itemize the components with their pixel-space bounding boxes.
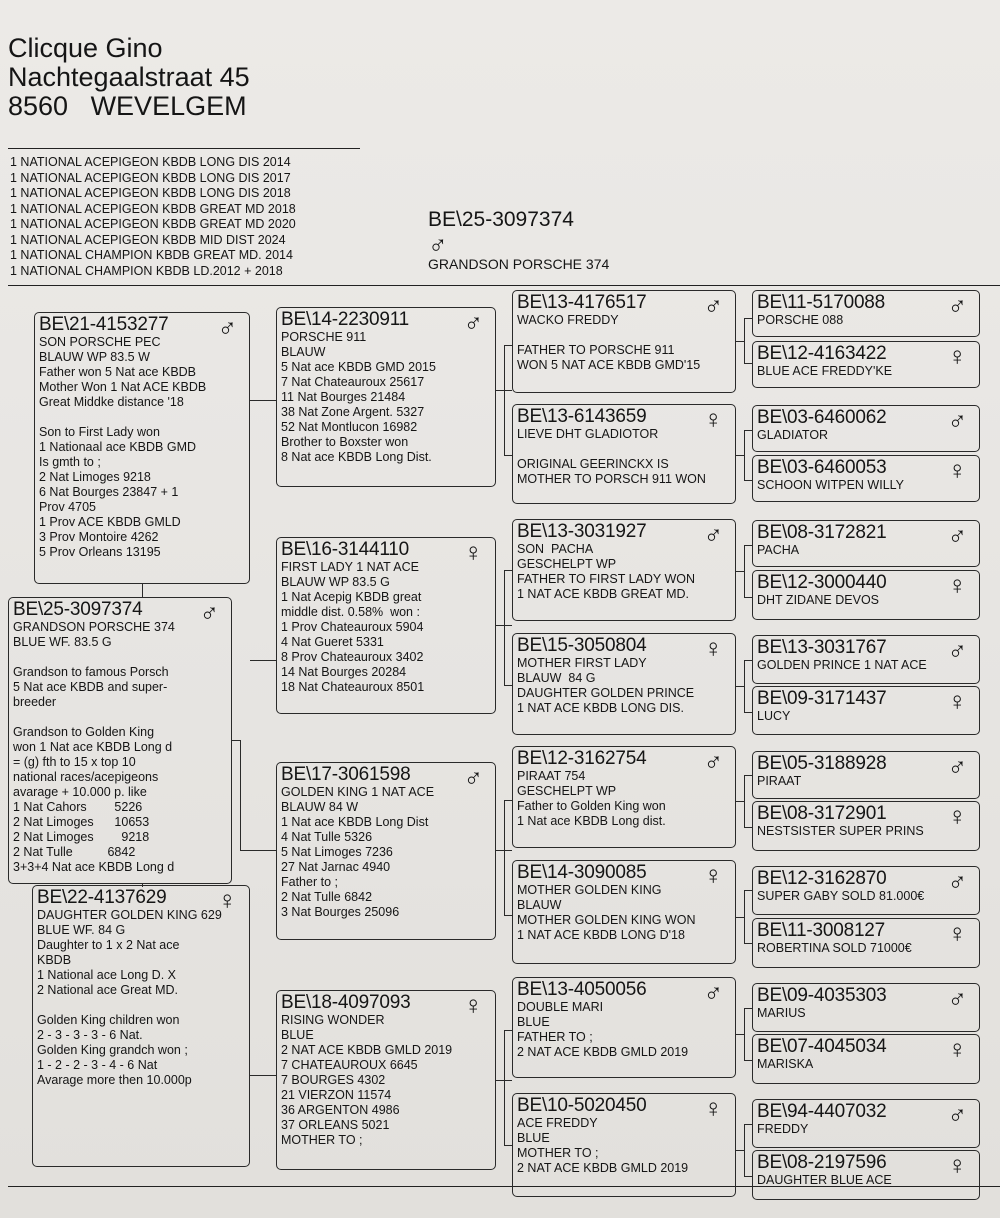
pigeon-card-sire (34, 312, 250, 584)
male-symbol-icon: ♂ (703, 519, 723, 549)
ring-number: BE\08-2197596 (757, 1152, 887, 1173)
male-symbol-icon: ♂ (428, 229, 448, 259)
pigeon-detail-line: 1 Prov Chateauroux 5904 (281, 620, 424, 634)
pigeon-detail-line: 7 BOURGES 4302 (281, 1073, 386, 1087)
owner-name: Clicque Gino (8, 33, 163, 63)
pedigree-connector (744, 660, 745, 712)
pigeon-card-sdd (512, 633, 736, 735)
pigeon-detail-line: MARIUS (757, 1006, 806, 1020)
pigeon-detail-line: Father won 5 Nat ace KBDB (39, 365, 197, 379)
pigeon-detail-line: DAUGHTER BLUE ACE (757, 1173, 892, 1187)
pigeon-detail-line: SCHOON WITPEN WILLY (757, 478, 905, 492)
female-symbol-icon: ♀ (947, 455, 967, 485)
ring-number: BE\03-6460053 (757, 457, 887, 478)
female-symbol-icon: ♀ (947, 341, 967, 371)
pigeon-detail-line: 1 NAT ACE KBDB GREAT MD. (517, 587, 690, 601)
pedigree-connector (504, 1030, 505, 1145)
pigeon-detail-line: GESCHELPT WP (517, 784, 617, 798)
pigeon-detail-line: FIRST LADY 1 NAT ACE (281, 560, 420, 574)
divider-top (8, 148, 360, 149)
pigeon-detail-line: 4 Nat Gueret 5331 (281, 635, 384, 649)
pigeon-detail-line: 37 ORLEANS 5021 (281, 1118, 390, 1132)
pigeon-card-dsd (512, 860, 736, 964)
pigeon-detail-line: PACHA (757, 543, 800, 557)
pigeon-detail-line: NESTSISTER SUPER PRINS (757, 824, 924, 838)
pedigree-connector (736, 686, 744, 687)
female-symbol-icon: ♀ (703, 860, 723, 890)
pigeon-card-g10 (752, 801, 980, 851)
pigeon-card-g8 (752, 686, 980, 735)
pedigree-connector (504, 570, 512, 571)
pigeon-detail-line: BLUE WF. 83.5 G (13, 635, 112, 649)
female-symbol-icon: ♀ (947, 1034, 967, 1064)
ring-number: BE\18-4097093 (281, 992, 411, 1013)
pedigree-connector (744, 1060, 752, 1061)
pedigree-connector (744, 318, 745, 363)
pigeon-detail-line: MOTHER TO ; (517, 1146, 599, 1160)
pedigree-connector (504, 345, 512, 346)
pigeon-detail-line: Brother to Boxster won (281, 435, 409, 449)
ring-number: BE\11-5170088 (757, 292, 886, 313)
pigeon-detail-line: LIEVE DHT GLADIOTOR (517, 427, 659, 441)
pigeon-detail-line: 2 Nat Limoges 10653 (13, 815, 150, 829)
pigeon-detail-line: GOLDEN PRINCE 1 NAT ACE (757, 658, 927, 672)
pigeon-detail-line: 1 NAT ACE KBDB LONG DIS. (517, 701, 684, 715)
pigeon-detail-line: 36 ARGENTON 4986 (281, 1103, 400, 1117)
pigeon-detail-line: 2 National ace Great MD. (37, 983, 179, 997)
ring-number: BE\17-3061598 (281, 764, 411, 785)
pigeon-detail-line: DAUGHTER GOLDEN KING 629 (37, 908, 222, 922)
pigeon-detail-line (517, 328, 731, 343)
male-symbol-icon: ♂ (947, 866, 967, 896)
ring-number: BE\15-3050804 (517, 635, 647, 656)
ring-number: BE\12-4163422 (757, 343, 887, 364)
owner-city: 8560 WEVELGEM (8, 91, 247, 121)
male-symbol-icon: ♂ (703, 290, 723, 320)
ring-number: BE\13-4050056 (517, 979, 647, 1000)
pigeon-detail-line: Great Middke distance '18 (39, 395, 184, 409)
pedigree-connector (736, 571, 744, 572)
pedigree-connector (504, 1145, 512, 1146)
pedigree-connector (744, 1124, 752, 1125)
male-symbol-icon: ♂ (703, 746, 723, 776)
pedigree-connector (744, 1008, 752, 1009)
pedigree-connector (736, 1034, 744, 1035)
pigeon-card-dds (512, 977, 736, 1078)
pigeon-detail-line: KBDB (37, 953, 72, 967)
pedigree-connector (504, 915, 512, 916)
pigeon-detail-line: ACE FREDDY (517, 1116, 598, 1130)
pigeon-detail-line: DHT ZIDANE DEVOS (757, 593, 880, 607)
pigeon-detail-line: Father to ; (281, 875, 338, 889)
pigeon-detail-line: Avarage more then 10.000p (37, 1073, 192, 1087)
pigeon-detail-line: Mother Won 1 Nat ACE KBDB (39, 380, 207, 394)
pigeon-detail-line: BLAUW WP 83.5 W (39, 350, 150, 364)
pigeon-card-sds (512, 519, 736, 621)
pigeon-detail-line: LUCY (757, 709, 791, 723)
pigeon-card-ddd (512, 1093, 736, 1197)
pedigree-connector (250, 400, 276, 401)
achievement: 1 NATIONAL ACEPIGEON KBDB LONG DIS 2018 (10, 186, 291, 200)
pigeon-detail-line: WON 5 NAT ACE KBDB GMD'15 (517, 358, 701, 372)
pigeon-detail-line: 3+3+4 Nat ace KBDB Long d (13, 860, 175, 874)
pigeon-detail-line: GLADIATOR (757, 428, 829, 442)
pigeon-detail-line: 8 Nat ace KBDB Long Dist. (281, 450, 432, 464)
achievement: 1 NATIONAL ACEPIGEON KBDB MID DIST 2024 (10, 232, 286, 247)
male-symbol-icon: ♂ (703, 977, 723, 1007)
pigeon-detail-line: 1 Nationaal ace KBDB GMD (39, 440, 197, 454)
achievement: 1 NATIONAL ACEPIGEON KBDB LONG DIS 2014 (10, 155, 291, 169)
ring-number: BE\07-4045034 (757, 1036, 887, 1057)
pedigree-connector (504, 800, 512, 801)
ring-number: BE\08-3172901 (757, 803, 887, 824)
male-symbol-icon: ♂ (947, 290, 967, 320)
pigeon-detail-line: WACKO FREDDY (517, 313, 619, 327)
pigeon-detail-line: FREDDY (757, 1122, 809, 1136)
pedigree-connector (744, 430, 745, 480)
male-symbol-icon: ♂ (463, 762, 483, 792)
pedigree-connector (736, 801, 744, 802)
female-symbol-icon: ♀ (947, 686, 967, 716)
pigeon-detail-line: 2 Nat Limoges 9218 (39, 470, 151, 484)
ring-number: BE\12-3162754 (517, 748, 647, 769)
pedigree-connector (736, 1150, 744, 1151)
ring-number: BE\13-4176517 (517, 292, 647, 313)
pigeon-card-g11 (752, 866, 980, 915)
ring-number: BE\12-3000440 (757, 572, 887, 593)
pigeon-detail-line: 4 Nat Tulle 5326 (281, 830, 373, 844)
male-symbol-icon: ♂ (947, 405, 967, 435)
pedigree-connector (744, 943, 752, 944)
pigeon-detail-line: Prov 4705 (39, 500, 96, 514)
owner-street: Nachtegaalstraat 45 (8, 62, 250, 92)
pigeon-detail-line: MOTHER TO PORSCH 911 WON (517, 472, 706, 486)
pigeon-detail-line: BLUE WF. 84 G (37, 923, 126, 937)
pigeon-card-g3 (752, 405, 980, 452)
female-symbol-icon: ♀ (463, 537, 483, 567)
pigeon-detail-line: 1 - 2 - 2 - 3 - 4 - 6 Nat (37, 1058, 158, 1072)
pigeon-detail-line: avarage + 10.000 p. like (13, 785, 147, 799)
pedigree-connector (744, 597, 752, 598)
female-symbol-icon: ♀ (703, 1093, 723, 1123)
pigeon-card-g6 (752, 570, 980, 620)
ring-number: BE\08-3172821 (757, 522, 887, 543)
pigeon-detail-line: BLUE (281, 1028, 314, 1042)
male-symbol-icon: ♂ (947, 983, 967, 1013)
pigeon-card-main (8, 597, 232, 884)
pedigree-connector (504, 455, 512, 456)
pigeon-detail-line: 5 Nat Limoges 7236 (281, 845, 393, 859)
pigeon-detail-line: GRANDSON PORSCHE 374 (13, 620, 175, 634)
pigeon-detail-line: PORSCHE 088 (757, 313, 844, 327)
pigeon-detail-line: 3 Nat Bourges 25096 (281, 905, 400, 919)
pigeon-detail-line (39, 410, 245, 425)
pigeon-detail-line: RISING WONDER (281, 1013, 385, 1027)
pigeon-detail-line: 2 NAT ACE KBDB GMLD 2019 (281, 1043, 453, 1057)
pigeon-detail-line: ROBERTINA SOLD 71000€ (757, 941, 912, 955)
ring-number: BE\05-3188928 (757, 753, 887, 774)
pigeon-detail-line (517, 442, 731, 457)
pigeon-detail-line: Father to Golden King won (517, 799, 666, 813)
subject-name: GRANDSON PORSCHE 374 (428, 256, 610, 272)
pedigree-connector (736, 455, 744, 456)
ring-number: BE\22-4137629 (37, 887, 167, 908)
pigeon-detail-line: 14 Nat Bourges 20284 (281, 665, 407, 679)
pigeon-card-sd (276, 537, 496, 714)
pedigree-connector (744, 890, 752, 891)
pigeon-detail-line: = (g) fth to 15 x top 10 (13, 755, 136, 769)
pigeon-detail-line: FATHER TO FIRST LADY WON (517, 572, 696, 586)
pedigree-connector (744, 775, 752, 776)
pigeon-detail-line: 2 NAT ACE KBDB GMLD 2019 (517, 1161, 689, 1175)
pigeon-card-dam (32, 885, 250, 1167)
pigeon-detail-line: 7 Nat Chateauroux 25617 (281, 375, 425, 389)
pigeon-detail-line: SUPER GABY SOLD 81.000€ (757, 889, 925, 903)
pigeon-detail-line: MARISKA (757, 1057, 814, 1071)
pigeon-detail-line: BLAUW (517, 898, 562, 912)
ring-number: BE\09-4035303 (757, 985, 887, 1006)
pigeon-card-g13 (752, 983, 980, 1032)
achievement: 1 NATIONAL ACEPIGEON KBDB GREAT MD 2018 (10, 201, 296, 216)
pedigree-connector (744, 660, 752, 661)
pedigree-connector (744, 890, 745, 943)
male-symbol-icon: ♂ (217, 312, 237, 342)
pigeon-detail-line: FATHER TO PORSCHE 911 (517, 343, 675, 357)
pigeon-detail-line: PIRAAT (757, 774, 802, 788)
female-symbol-icon: ♀ (703, 633, 723, 663)
pigeon-detail-line: 6 Nat Bourges 23847 + 1 (39, 485, 179, 499)
pigeon-detail-line: Daughter to 1 x 2 Nat ace (37, 938, 180, 952)
pedigree-connector (250, 1075, 276, 1076)
pigeon-detail-line (37, 998, 245, 1013)
pigeon-detail-line: 52 Nat Montlucon 16982 (281, 420, 418, 434)
pedigree-connector (744, 318, 752, 319)
pedigree-connector (744, 827, 752, 828)
female-symbol-icon: ♀ (947, 570, 967, 600)
pigeon-card-ds (276, 762, 496, 940)
pigeon-card-g7 (752, 635, 980, 684)
male-symbol-icon: ♂ (947, 1099, 967, 1129)
pigeon-detail-line: ORIGINAL GEERINCKX IS (517, 457, 669, 471)
achievements-list (10, 155, 296, 279)
pigeon-detail-line: BLUE ACE FREDDY'KE (757, 364, 893, 378)
pedigree-connector (744, 430, 752, 431)
pigeon-card-g14 (752, 1034, 980, 1084)
pigeon-detail-line: 18 Nat Chateauroux 8501 (281, 680, 425, 694)
pigeon-detail-line: 1 Nat ace KBDB Long Dist (281, 815, 429, 829)
pigeon-detail-line: 1 Nat Acepig KBDB great (281, 590, 422, 604)
ring-number: BE\12-3162870 (757, 868, 887, 889)
pigeon-detail-line (13, 710, 227, 725)
pedigree-connector (504, 570, 505, 685)
pigeon-detail-line: national races/acepigeons (13, 770, 159, 784)
ring-number: BE\03-6460062 (757, 407, 887, 428)
pigeon-card-sss (512, 290, 736, 393)
pigeon-card-g1 (752, 290, 980, 337)
ring-number: BE\13-3031767 (757, 637, 887, 658)
pigeon-detail-line: Son to First Lady won (39, 425, 160, 439)
pigeon-detail-line: DAUGHTER GOLDEN PRINCE (517, 686, 695, 700)
pigeon-detail-line: 3 Prov Montoire 4262 (39, 530, 159, 544)
pedigree-connector (744, 712, 752, 713)
pigeon-detail-line: BLAUW 84 W (281, 800, 359, 814)
pedigree-connector (744, 1008, 745, 1060)
pigeon-detail-line: BLAUW 84 G (517, 671, 596, 685)
pedigree-connector (240, 850, 276, 851)
pigeon-detail-line: PORSCHE 911 (281, 330, 367, 344)
pigeon-detail-line: Golden King children won (37, 1013, 180, 1027)
pedigree-connector (232, 740, 240, 741)
pigeon-card-dd (276, 990, 496, 1170)
female-symbol-icon: ♀ (217, 885, 237, 915)
pigeon-detail-line (13, 650, 227, 665)
female-symbol-icon: ♀ (947, 801, 967, 831)
pigeon-detail-line: 27 Nat Jarnac 4940 (281, 860, 391, 874)
pigeon-detail-line: Grandson to famous Porsch (13, 665, 169, 679)
ring-number: BE\10-5020450 (517, 1095, 647, 1116)
pigeon-detail-line: Golden King grandch won ; (37, 1043, 188, 1057)
pedigree-connector (240, 740, 241, 850)
pigeon-detail-line: middle dist. 0.58% won : (281, 605, 420, 619)
pigeon-detail-line: BLAUW (281, 345, 326, 359)
pigeon-card-ssd (512, 404, 736, 504)
pigeon-detail-line: BLAUW WP 83.5 G (281, 575, 390, 589)
pigeon-detail-line: 5 Nat ace KBDB GMD 2015 (281, 360, 436, 374)
pedigree-connector (744, 775, 745, 827)
male-symbol-icon: ♂ (947, 520, 967, 550)
ring-number: BE\09-3171437 (757, 688, 887, 709)
pigeon-detail-line: PIRAAT 754 (517, 769, 586, 783)
pigeon-detail-line: 2 Nat Tulle 6842 (13, 845, 136, 859)
pedigree-connector (744, 480, 752, 481)
pigeon-detail-line: 1 Nat ace KBDB Long dist. (517, 814, 666, 828)
pigeon-detail-line: won 1 Nat ace KBDB Long d (13, 740, 173, 754)
pigeon-card-g12 (752, 918, 980, 968)
pigeon-detail-line: 2 Nat Tulle 6842 (281, 890, 373, 904)
ring-number: BE\14-3090085 (517, 862, 647, 883)
pigeon-detail-line: SON PACHA (517, 542, 594, 556)
pedigree-connector (504, 800, 505, 915)
pigeon-detail-line: BLUE (517, 1015, 550, 1029)
pigeon-card-g16 (752, 1150, 980, 1200)
pigeon-detail-line: 1 Prov ACE KBDB GMLD (39, 515, 181, 529)
pedigree-connector (504, 345, 505, 455)
pedigree-connector (744, 545, 752, 546)
pigeon-card-g9 (752, 751, 980, 799)
pigeon-detail-line: 7 CHATEAUROUX 6645 (281, 1058, 418, 1072)
pigeon-detail-line: 5 Prov Orleans 13195 (39, 545, 161, 559)
pedigree-connector (142, 584, 143, 597)
pigeon-card-g4 (752, 455, 980, 502)
pigeon-detail-line: 5 Nat ace KBDB and super- (13, 680, 168, 694)
female-symbol-icon: ♀ (463, 990, 483, 1020)
pigeon-detail-line: GOLDEN KING 1 NAT ACE (281, 785, 435, 799)
ring-number: BE\14-2230911 (281, 309, 410, 330)
male-symbol-icon: ♂ (947, 751, 967, 781)
pedigree-connector (744, 1124, 745, 1176)
pigeon-detail-line: BLUE (517, 1131, 550, 1145)
achievement: 1 NATIONAL ACEPIGEON KBDB GREAT MD 2020 (10, 217, 296, 231)
pigeon-detail-line: 1 Nat Cahors 5226 (13, 800, 143, 814)
pigeon-detail-line: 2 - 3 - 3 - 3 - 6 Nat. (37, 1028, 143, 1042)
ring-number: BE\16-3144110 (281, 539, 410, 560)
male-symbol-icon: ♂ (199, 597, 219, 627)
achievement: 1 NATIONAL CHAMPION KBDB GREAT MD. 2014 (10, 248, 293, 262)
pedigree-connector (736, 341, 744, 342)
female-symbol-icon: ♀ (947, 918, 967, 948)
ring-number: BE\25-3097374 (13, 599, 143, 620)
ring-number: BE\13-3031927 (517, 521, 647, 542)
ring-number: BE\94-4407032 (757, 1101, 887, 1122)
male-symbol-icon: ♂ (947, 635, 967, 665)
pigeon-detail-line: 1 NAT ACE KBDB LONG D'18 (517, 928, 685, 942)
pigeon-detail-line: 1 National ace Long D. X (37, 968, 176, 982)
pedigree-connector (504, 685, 512, 686)
male-symbol-icon: ♂ (463, 307, 483, 337)
pigeon-card-ss (276, 307, 496, 487)
pigeon-detail-line: GESCHELPT WP (517, 557, 617, 571)
pigeon-detail-line: MOTHER TO ; (281, 1133, 363, 1147)
ring-number: BE\11-3008127 (757, 920, 886, 941)
pigeon-detail-line: MOTHER GOLDEN KING (517, 883, 662, 897)
pigeon-detail-line: MOTHER GOLDEN KING WON (517, 913, 696, 927)
pigeon-detail-line: 11 Nat Bourges 21484 (281, 390, 406, 404)
female-symbol-icon: ♀ (947, 1150, 967, 1180)
pigeon-detail-line: SON PORSCHE PEC (39, 335, 161, 349)
pigeon-card-dss (512, 746, 736, 848)
pedigree-connector (744, 1176, 752, 1177)
pigeon-detail-line: FATHER TO ; (517, 1030, 593, 1044)
pedigree-connector (736, 917, 744, 918)
pigeon-detail-line: 38 Nat Zone Argent. 5327 (281, 405, 425, 419)
pigeon-detail-line: breeder (13, 695, 57, 709)
pigeon-card-g15 (752, 1099, 980, 1148)
pigeon-detail-line: Grandson to Golden King (13, 725, 155, 739)
pigeon-detail-line: 8 Prov Chateauroux 3402 (281, 650, 424, 664)
achievement: 1 NATIONAL ACEPIGEON KBDB LONG DIS 2017 (10, 170, 291, 185)
pigeon-detail-line: MOTHER FIRST LADY (517, 656, 647, 670)
pigeon-detail-line: Is gmth to ; (39, 455, 101, 469)
subject-ring: BE\25-3097374 (428, 208, 574, 231)
pedigree-connector (744, 545, 745, 597)
divider-header (8, 285, 1000, 286)
pigeon-card-g5 (752, 520, 980, 567)
owner-address (8, 34, 250, 121)
pedigree-connector (504, 1030, 512, 1031)
female-symbol-icon: ♀ (703, 404, 723, 434)
pigeon-detail-line: 2 NAT ACE KBDB GMLD 2019 (517, 1045, 689, 1059)
pigeon-detail-line: DOUBLE MARI (517, 1000, 604, 1014)
pigeon-detail-line: 2 Nat Limoges 9218 (13, 830, 150, 844)
ring-number: BE\13-6143659 (517, 406, 647, 427)
pigeon-detail-line: 21 VIERZON 11574 (281, 1088, 392, 1102)
ring-number: BE\21-4153277 (39, 314, 169, 335)
pedigree-connector (744, 363, 752, 364)
pedigree-connector (250, 660, 276, 661)
pigeon-card-g2 (752, 341, 980, 388)
subject-header (428, 208, 609, 272)
achievement: 1 NATIONAL CHAMPION KBDB LD.2012 + 2018 (10, 263, 283, 278)
